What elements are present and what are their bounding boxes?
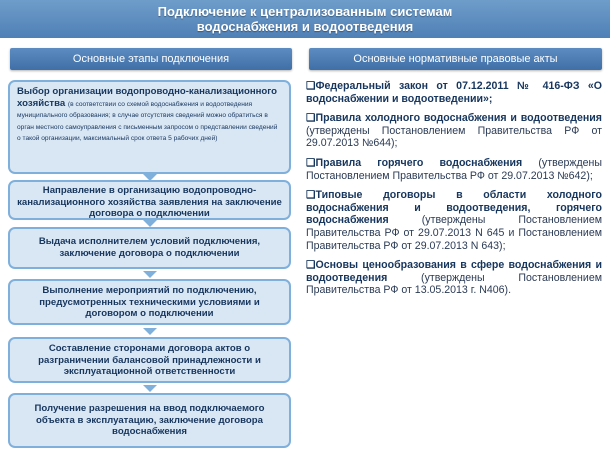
act-details: (утверждены Постановлением Правительства РФ от 29.07.2013 №642);	[306, 156, 602, 182]
act-details: (утверждены Постановлением Правительства РФ от 13.05.2013 г. N406).	[306, 271, 602, 297]
act-details: (утверждены Постановлением Правительства РФ от 29.07.2013 N 645 и Постановлением Правительства РФ от 29.07.2013 N 643);	[306, 214, 602, 252]
act-item	[306, 80, 602, 105]
title-line-2: водоснабжения и водоотведения	[196, 19, 414, 34]
stages-header: Основные этапы подключения	[10, 48, 292, 70]
acts-list	[306, 80, 602, 304]
step-5-title: Составление сторонами договора актов о разграничении балансовой принадлежности и эксплуатационной ответственности	[38, 343, 261, 377]
arrow-down-icon	[143, 385, 157, 392]
checkbox-bullet-icon: ❑	[306, 80, 316, 92]
act-title: Федеральный закон от 07.12.2011 № 416-ФЗ «О водоснабжении и водоотведении»;	[306, 80, 602, 105]
step-2	[8, 180, 291, 220]
step-6	[8, 393, 291, 448]
acts-header: Основные нормативные правовые акты	[309, 48, 602, 70]
checkbox-bullet-icon: ❑	[306, 156, 316, 169]
act-title: Основы ценообразования в сфере водоснабжения и водоотведения	[306, 259, 602, 284]
step-4-title: Выполнение мероприятий по подключению, предусмотренных техническими условиями и договором о подключении	[39, 285, 260, 319]
step-1-note: (в соответствии со схемой водоснабжения и водоотведения муниципального образования; в случае отсутствия сведений можно обратиться в орган местного самоуправления с письменным запросом о представлении сведений о такой организации, максимальный срок ответа 5 рабочих дней)	[17, 100, 278, 142]
step-4	[8, 279, 291, 325]
arrow-down-icon	[143, 328, 157, 335]
arrow-down-icon	[143, 220, 157, 227]
step-2-title: Направление в организацию водопроводно-канализационного хозяйства заявления на заключение договора о подключении	[17, 185, 282, 219]
checkbox-bullet-icon: ❑	[306, 112, 316, 125]
step-1	[8, 80, 291, 174]
step-3	[8, 227, 291, 269]
act-item	[306, 189, 602, 252]
act-item	[306, 112, 602, 150]
step-3-title: Выдача исполнителем условий подключения, заключение договора о подключении	[38, 236, 261, 259]
page-title	[0, 0, 610, 38]
arrow-down-icon	[143, 271, 157, 278]
checkbox-bullet-icon: ❑	[306, 189, 316, 202]
act-item	[306, 157, 602, 182]
step-1-title: Выбор организации водопроводно-канализационного хозяйства	[17, 86, 278, 109]
act-title: Правила горячего водоснабжения	[315, 156, 523, 169]
checkbox-bullet-icon: ❑	[306, 259, 316, 272]
act-details: (утверждены Постановлением Правительства РФ от 29.07.2013 №644);	[306, 124, 602, 150]
act-item	[306, 259, 602, 297]
step-6-title: Получение разрешения на ввод подключаемого объекта в эксплуатацию, заключение договора водоснабжения	[34, 403, 265, 437]
act-title: Типовые договоры в области холодного водоснабжения и водоотведения, горячего водоснабжения	[306, 189, 602, 227]
act-title: Правила холодного водоснабжения и водоотведения	[315, 112, 602, 125]
step-5	[8, 337, 291, 383]
title-line-1: Подключение к централизованным системам	[157, 4, 453, 19]
